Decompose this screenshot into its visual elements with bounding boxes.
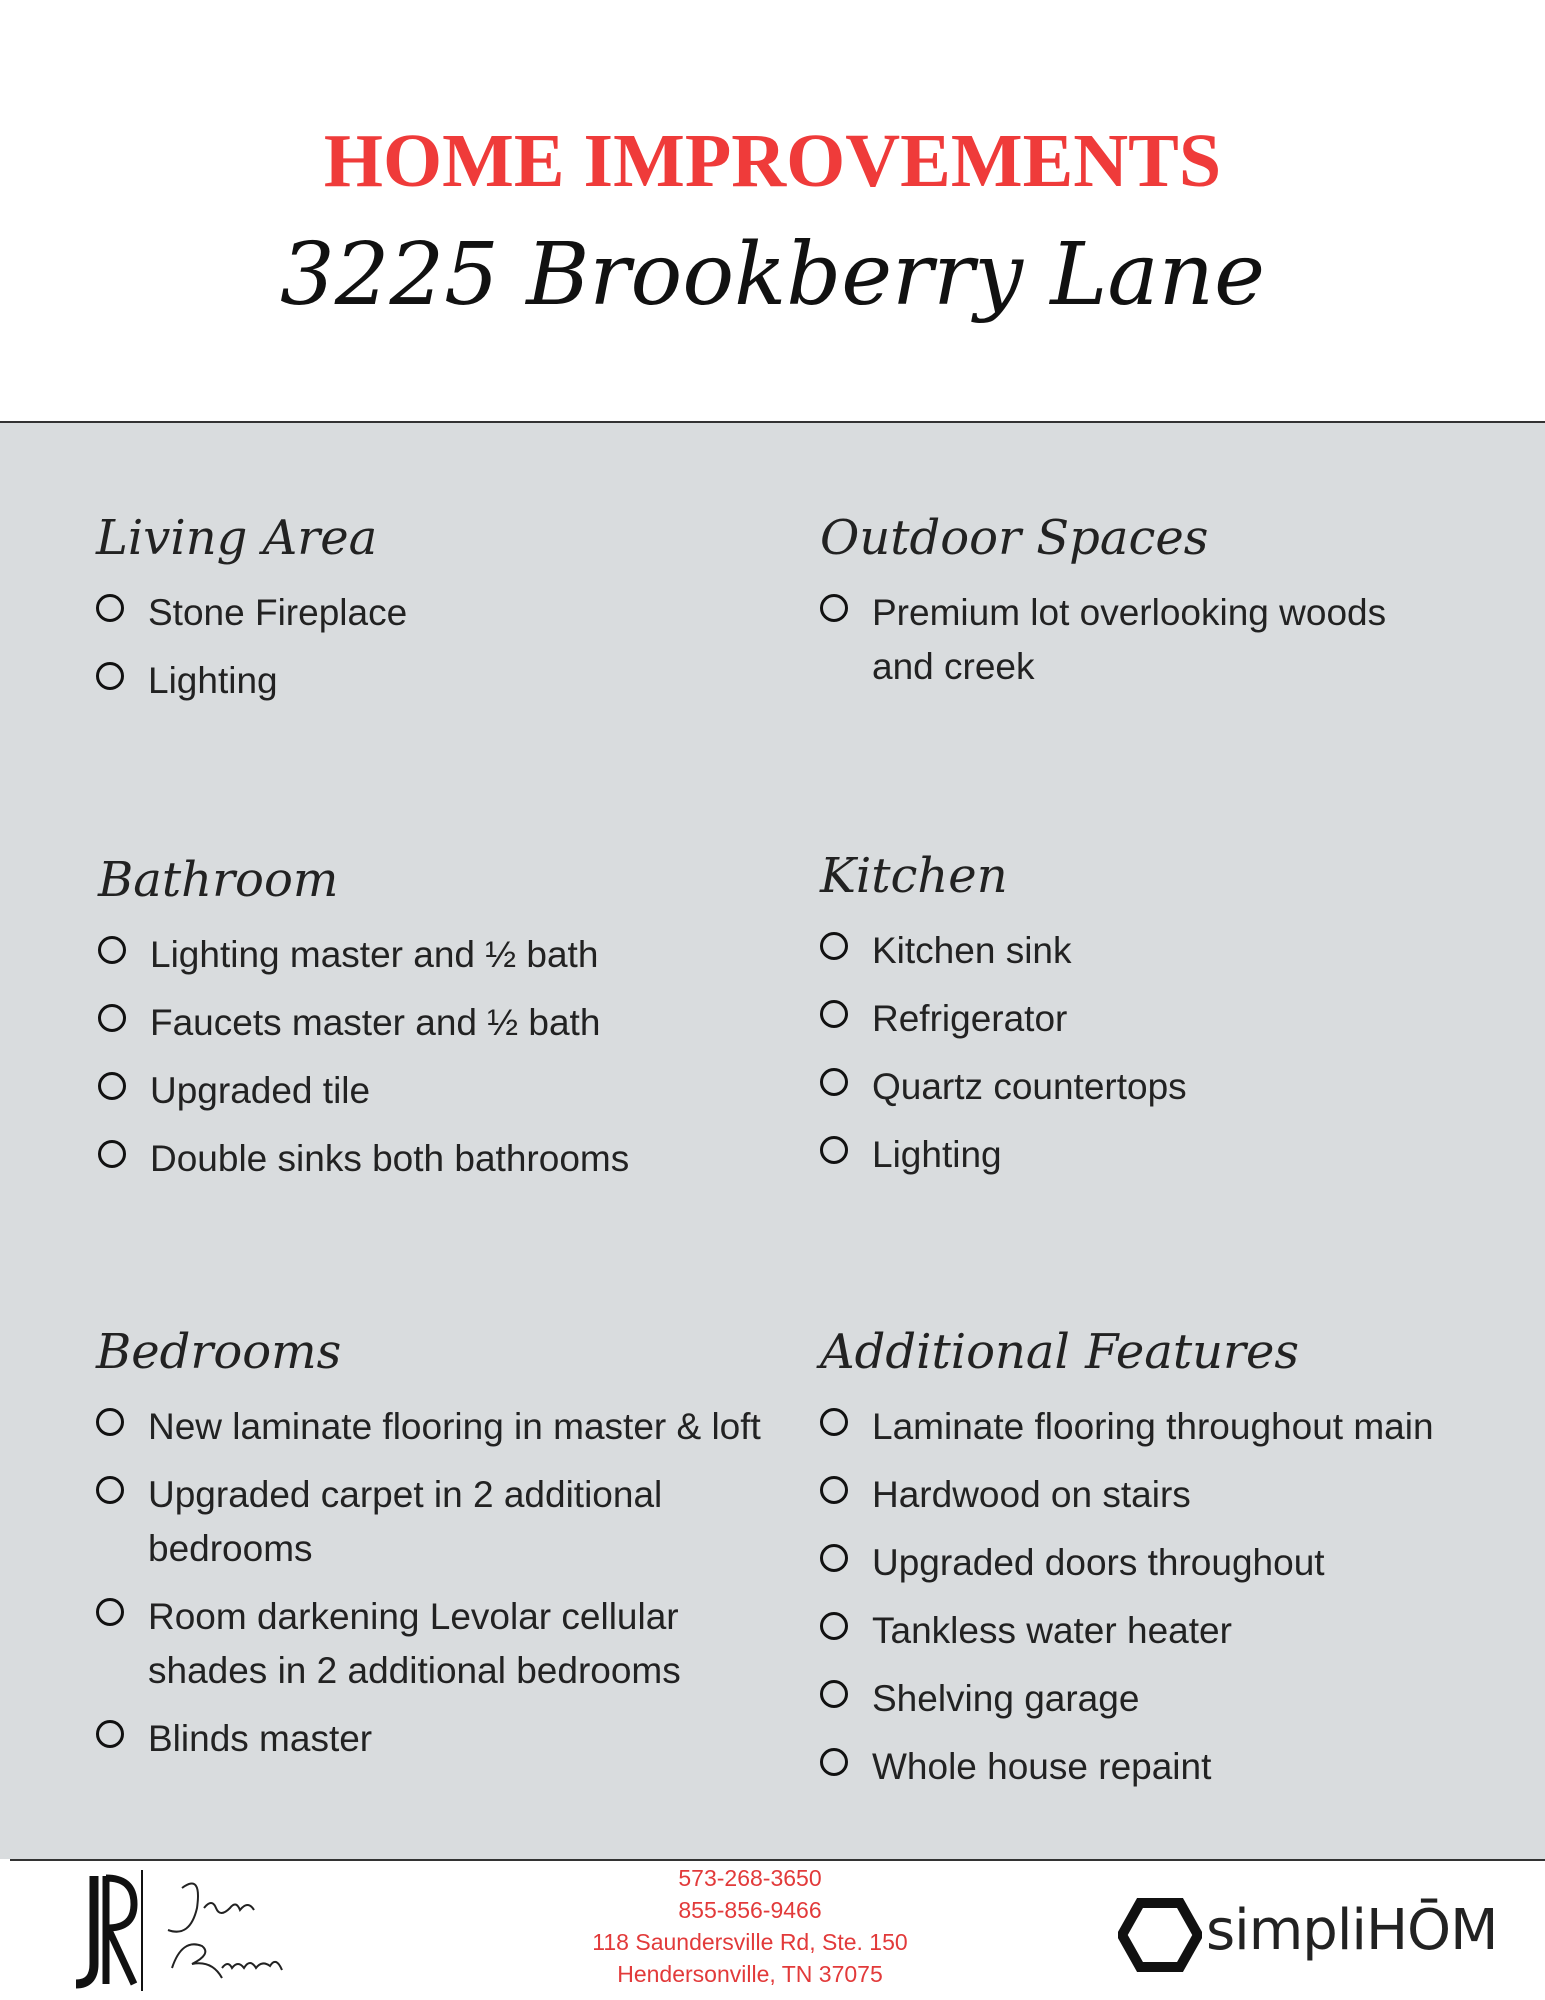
checklist <box>820 924 1420 1182</box>
checkbox-circle[interactable] <box>820 1680 848 1708</box>
item-label: Upgraded doors throughout <box>872 1542 1325 1583</box>
item-label: Stone Fireplace <box>148 592 408 633</box>
section-heading: Kitchen <box>820 848 1008 904</box>
item-label: Upgraded carpet in 2 additional bedrooms <box>148 1474 663 1569</box>
list-item <box>98 1132 738 1186</box>
checkbox-circle[interactable] <box>820 1544 848 1572</box>
item-label: Premium lot overlooking woods and creek <box>872 592 1387 687</box>
section-bathroom <box>98 850 738 1200</box>
checkbox-circle[interactable] <box>820 1068 848 1096</box>
hexagon-icon <box>1118 1895 1202 1975</box>
checkbox-circle[interactable] <box>96 1720 124 1748</box>
list-item <box>96 586 736 640</box>
item-label: Whole house repaint <box>872 1746 1212 1787</box>
section-living-area <box>96 508 736 722</box>
list-item <box>820 1672 1480 1726</box>
page-title: HOME IMPROVEMENTS <box>323 119 1222 203</box>
item-label: Laminate flooring throughout main <box>872 1406 1434 1447</box>
checkbox-circle[interactable] <box>820 1612 848 1640</box>
section-kitchen <box>820 846 1420 1196</box>
item-label: Upgraded tile <box>150 1070 371 1111</box>
section-heading: Outdoor Spaces <box>820 510 1209 566</box>
list-item <box>96 1400 776 1454</box>
checkbox-circle[interactable] <box>96 1598 124 1626</box>
item-label: Lighting <box>872 1134 1002 1175</box>
item-label: Double sinks both bathrooms <box>150 1138 630 1179</box>
list-item <box>820 1400 1480 1454</box>
checkbox-circle[interactable] <box>98 1140 126 1168</box>
jr-monogram-icon <box>72 1868 302 1993</box>
item-label: Quartz countertops <box>872 1066 1187 1107</box>
list-item <box>96 1468 776 1576</box>
checklist <box>820 586 1420 694</box>
checkbox-circle[interactable] <box>820 1000 848 1028</box>
address-line-1: 118 Saundersville Rd, Ste. 150 <box>592 1929 908 1955</box>
list-item <box>98 996 738 1050</box>
checkbox-circle[interactable] <box>96 594 124 622</box>
list-item <box>820 586 1420 694</box>
item-label: Blinds master <box>148 1718 373 1759</box>
section-heading: Bathroom <box>98 852 339 908</box>
checklist <box>96 586 736 708</box>
contact-info <box>450 1862 1050 1990</box>
agent-logo <box>72 1868 302 1993</box>
item-label: Lighting master and ½ bath <box>150 934 599 975</box>
item-label: Room darkening Levolar cellular shades in 2 additional bedrooms <box>148 1596 681 1691</box>
section-bedrooms <box>96 1322 776 1780</box>
checkbox-circle[interactable] <box>96 1408 124 1436</box>
checkbox-circle[interactable] <box>98 1004 126 1032</box>
list-item <box>820 924 1420 978</box>
list-item <box>98 1064 738 1118</box>
section-heading: Additional Features <box>820 1324 1300 1380</box>
item-label: Lighting <box>148 660 278 701</box>
list-item <box>96 1590 776 1698</box>
phone-primary[interactable]: 573-268-3650 <box>678 1865 822 1891</box>
item-label: New laminate flooring in master & loft <box>148 1406 761 1447</box>
brand-logo <box>1118 1895 1498 1975</box>
phone-secondary[interactable]: 855-856-9466 <box>678 1897 822 1923</box>
list-item <box>820 992 1420 1046</box>
checkbox-circle[interactable] <box>820 1476 848 1504</box>
checkbox-circle[interactable] <box>820 1136 848 1164</box>
brand-name: simpliHŌM <box>1206 1898 1498 1963</box>
list-item <box>98 928 738 982</box>
checkbox-circle[interactable] <box>98 936 126 964</box>
section-heading: Bedrooms <box>96 1324 342 1380</box>
item-label: Shelving garage <box>872 1678 1140 1719</box>
checkbox-circle[interactable] <box>820 1748 848 1776</box>
checklist <box>820 1400 1480 1794</box>
list-item <box>820 1536 1480 1590</box>
checkbox-circle[interactable] <box>820 932 848 960</box>
list-item <box>820 1740 1480 1794</box>
header <box>0 0 1545 422</box>
checkbox-circle[interactable] <box>820 1408 848 1436</box>
checklist <box>96 1400 776 1766</box>
list-item <box>820 1604 1480 1658</box>
address-line-2: Hendersonville, TN 37075 <box>617 1961 883 1987</box>
checkbox-circle[interactable] <box>98 1072 126 1100</box>
item-label: Hardwood on stairs <box>872 1474 1191 1515</box>
checkbox-circle[interactable] <box>820 594 848 622</box>
section-additional-features <box>820 1322 1480 1808</box>
list-item <box>820 1468 1480 1522</box>
checkbox-circle[interactable] <box>96 662 124 690</box>
list-item <box>96 654 736 708</box>
item-label: Faucets master and ½ bath <box>150 1002 601 1043</box>
checklist <box>98 928 738 1186</box>
property-address: 3225 Brookberry Lane <box>280 225 1265 325</box>
item-label: Refrigerator <box>872 998 1068 1039</box>
list-item <box>96 1712 776 1766</box>
list-item <box>820 1128 1420 1182</box>
item-label: Tankless water heater <box>872 1610 1232 1651</box>
item-label: Kitchen sink <box>872 930 1072 971</box>
section-heading: Living Area <box>96 510 378 566</box>
checkbox-circle[interactable] <box>96 1476 124 1504</box>
list-item <box>820 1060 1420 1114</box>
section-outdoor-spaces <box>820 508 1420 708</box>
